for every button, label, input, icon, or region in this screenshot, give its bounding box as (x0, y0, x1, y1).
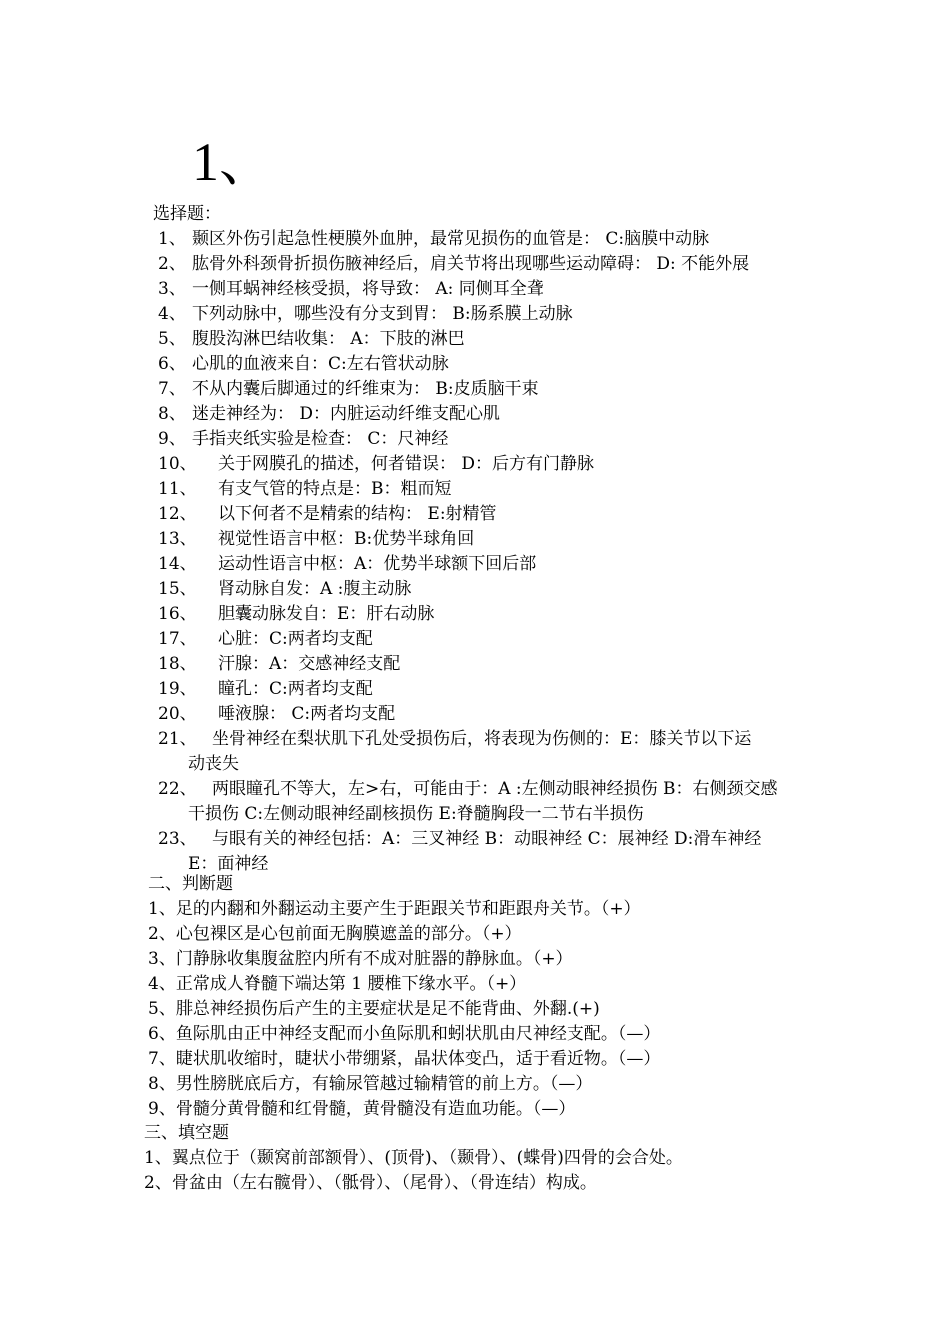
question-item (158, 678, 373, 700)
question-item (158, 603, 434, 625)
question-number: 14、 (158, 554, 197, 574)
question-text: 颞区外伤引起急性梗膜外血肿，最常见损伤的血管是： C:脑膜中动脉 (192, 229, 710, 249)
section1-heading: 选择题： (153, 204, 221, 224)
question-text: 有支气管的特点是：B：粗而短 (218, 479, 452, 499)
question-text: 腹股沟淋巴结收集： A：下肢的淋巴 (192, 329, 465, 349)
question-number: 11、 (158, 479, 197, 499)
question-text: 视觉性语言中枢：B:优势半球角回 (218, 529, 475, 549)
question-continuation: E：面神经 (188, 854, 269, 874)
judgement-item: 2、心包裸区是心包前面无胸膜遮盖的部分。（+） (148, 924, 522, 944)
question-number: 19、 (158, 679, 197, 699)
question-item (158, 428, 448, 450)
question-number: 22、 (158, 779, 197, 799)
question-continuation: 动丧失 (188, 754, 239, 774)
section2-heading: 二、判断题 (148, 874, 233, 894)
question-item (158, 528, 474, 550)
judgement-item: 5、腓总神经损伤后产生的主要症状是足不能背曲、外翻.(+) (148, 999, 600, 1019)
question-item (158, 778, 778, 800)
question-number: 6、 (158, 354, 186, 374)
question-text: 不从内囊后脚通过的纤维束为： B:皮质脑干束 (192, 379, 539, 399)
question-text: 以下何者不是精索的结构： E:射精管 (218, 504, 497, 524)
question-number: 23、 (158, 829, 197, 849)
question-item (158, 453, 594, 475)
question-item (158, 378, 539, 400)
question-text: 迷走神经为： D：内脏运动纤维支配心肌 (192, 404, 501, 424)
question-item (158, 353, 449, 375)
question-item (158, 303, 573, 325)
question-text: 唾液腺： C:两者均支配 (218, 704, 396, 724)
question-item (158, 253, 749, 275)
question-number: 2、 (158, 254, 186, 274)
question-item (158, 503, 497, 525)
question-number: 21、 (158, 729, 197, 749)
question-number: 9、 (158, 429, 186, 449)
question-number: 8、 (158, 404, 186, 424)
question-number: 20、 (158, 704, 197, 724)
question-text: 手指夹纸实验是检查： C：尺神经 (192, 429, 449, 449)
question-item (158, 653, 400, 675)
question-item (158, 403, 500, 425)
question-number: 16、 (158, 604, 197, 624)
question-item (158, 328, 465, 350)
question-number: 15、 (158, 579, 197, 599)
fill-blank-item: 2、骨盆由（左右髋骨）、（骶骨）、（尾骨）、（骨连结）构成。 (144, 1173, 597, 1193)
question-number: 12、 (158, 504, 197, 524)
question-item (158, 828, 761, 850)
judgement-item: 6、鱼际肌由正中神经支配而小鱼际肌和蚓状肌由尺神经支配。（—） (148, 1024, 661, 1044)
question-number: 3、 (158, 279, 186, 299)
question-text: 瞳孔：C:两者均支配 (218, 679, 373, 699)
question-number: 7、 (158, 379, 186, 399)
question-number: 10、 (158, 454, 197, 474)
question-number: 5、 (158, 329, 186, 349)
judgement-item: 1、足的内翻和外翻运动主要产生于距跟关节和距跟舟关节。（+） (148, 899, 641, 919)
question-item (158, 728, 751, 750)
question-text: 运动性语言中枢：A：优势半球额下回后部 (218, 554, 537, 574)
judgement-item: 8、男性膀胱底后方，有输尿管越过输精管的前上方。（—） (148, 1074, 593, 1094)
judgement-item: 4、正常成人脊髓下端达第 1 腰椎下缘水平。（+） (148, 974, 527, 994)
question-item (158, 553, 536, 575)
question-number: 1、 (158, 229, 186, 249)
judgement-item: 7、睫状肌收缩时，睫状小带绷紧，晶状体变凸，适于看近物。（—） (148, 1049, 661, 1069)
fill-blank-item: 1、翼点位于（颞窝前部额骨）、(顶骨)、（颞骨）、(蝶骨)四骨的会合处。 (144, 1148, 683, 1168)
question-number: 17、 (158, 629, 197, 649)
question-text: 心脏：C:两者均支配 (218, 629, 373, 649)
question-item (158, 478, 452, 500)
question-text: 下列动脉中，哪些没有分支到胃： B:肠系膜上动脉 (192, 304, 573, 324)
question-text: 汗腺：A：交感神经支配 (218, 654, 401, 674)
question-number: 4、 (158, 304, 186, 324)
judgement-item: 9、骨髓分黄骨髓和红骨髓，黄骨髓没有造血功能。（—） (148, 1099, 576, 1119)
question-continuation: 干损伤 C:左侧动眼神经副核损伤 E:脊髓胸段一二节右半损伤 (188, 804, 644, 824)
question-item (158, 703, 395, 725)
question-item (158, 228, 709, 250)
question-item (158, 578, 411, 600)
question-text: 胆囊动脉发自：E：肝右动脉 (218, 604, 435, 624)
question-text: 坐骨神经在梨状肌下孔处受损伤后，将表现为伤侧的：E：膝关节以下运 (212, 729, 752, 749)
question-text: 一侧耳蜗神经核受损，将导致： A: 同侧耳全聋 (192, 279, 544, 299)
section3-heading: 三、填空题 (144, 1123, 229, 1143)
document-title: 1、 (192, 132, 273, 192)
judgement-item: 3、门静脉收集腹盆腔内所有不成对脏器的静脉血。（+） (148, 949, 573, 969)
question-text: 心肌的血液来自：C:左右管状动脉 (192, 354, 449, 374)
question-text: 两眼瞳孔不等大，左>右，可能由于：A :左侧动眼神经损伤 B：右侧颈交感 (212, 779, 778, 799)
question-text: 关于网膜孔的描述，何者错误： D：后方有门静脉 (218, 454, 595, 474)
question-number: 18、 (158, 654, 197, 674)
question-text: 与眼有关的神经包括：A：三叉神经 B：动眼神经 C：展神经 D:滑车神经 (212, 829, 762, 849)
question-text: 肱骨外科颈骨折损伤腋神经后，肩关节将出现哪些运动障碍： D: 不能外展 (192, 254, 750, 274)
question-item (158, 628, 373, 650)
question-item (158, 278, 544, 300)
question-text: 肾动脉自发：A :腹主动脉 (218, 579, 412, 599)
question-number: 13、 (158, 529, 197, 549)
